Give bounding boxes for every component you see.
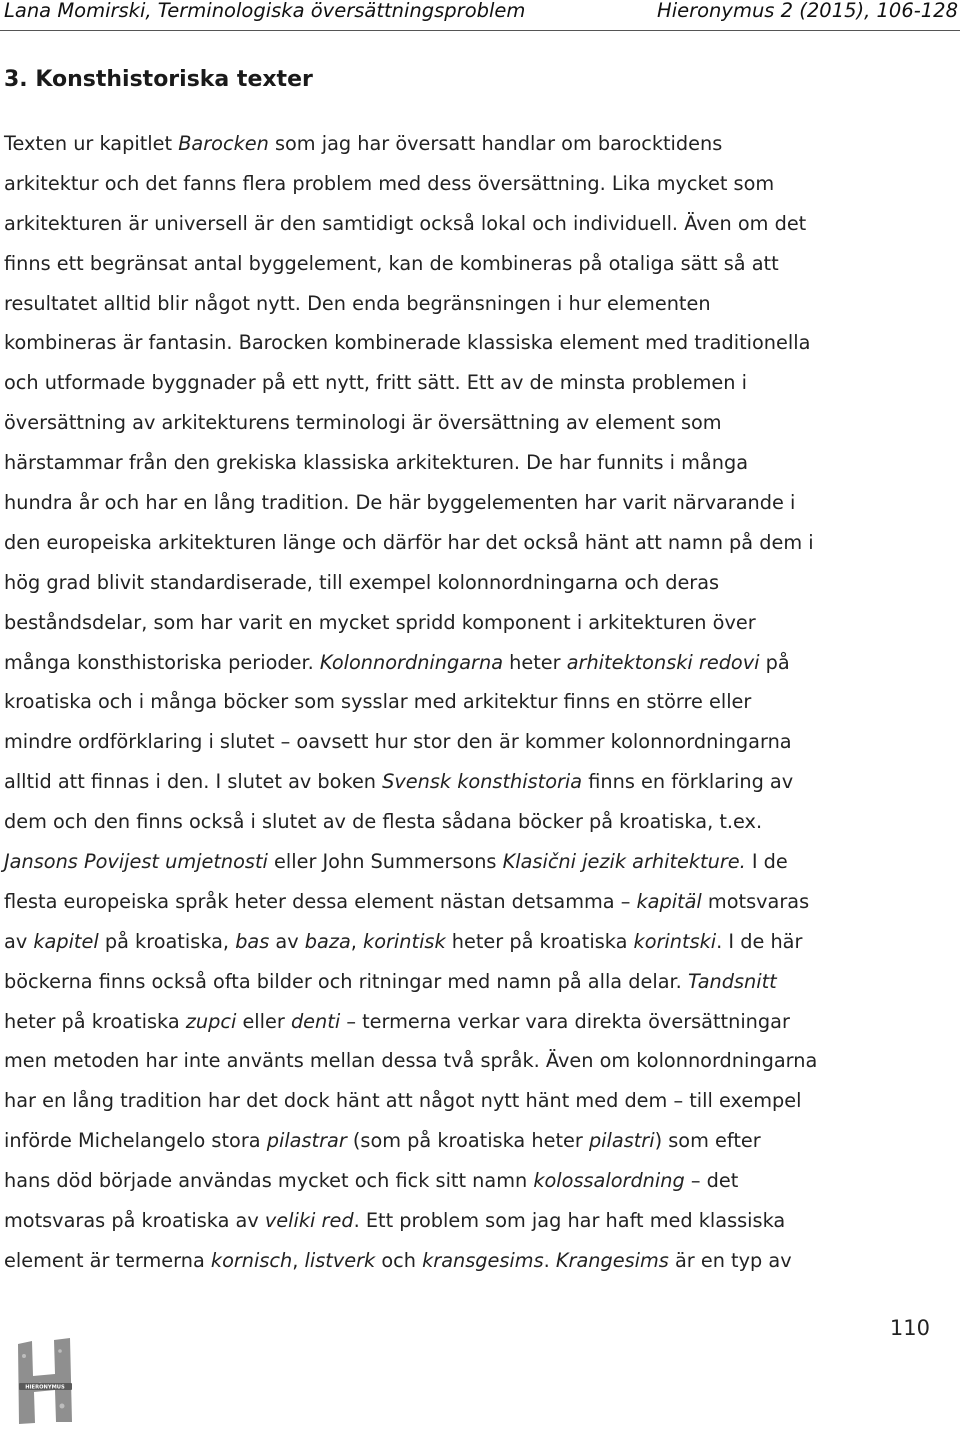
italic-term: kornisch (210, 1248, 293, 1272)
text-line (4, 1081, 958, 1121)
running-header (0, 0, 960, 30)
text-run: dem och den finns också i slutet av de flesta sådana böcker på kroatiska, t.ex. (4, 810, 763, 834)
text-run: har en lång tradition har det dock hänt att något nytt hänt med dem – till exempel (4, 1089, 802, 1113)
text-run: och (375, 1248, 423, 1272)
text-run: eller (236, 1009, 291, 1033)
text-run: arkitekturen är universell är den samtidigt också lokal och individuell. Även om det (4, 211, 807, 235)
italic-term: Tandsnitt (687, 969, 777, 993)
italic-term: denti (290, 1009, 341, 1033)
text-line (4, 1161, 958, 1201)
text-run: heter på kroatiska (445, 929, 634, 953)
text-run: på (759, 650, 790, 674)
text-run: kombineras är fantasin. Barocken kombinerade klassiska element med traditionella (4, 331, 811, 355)
italic-term: kransgesims (422, 1248, 544, 1272)
text-line (4, 842, 958, 882)
text-run: och utformade byggnader på ett nytt, fritt sätt. Ett av de minsta problemen i (4, 371, 747, 395)
text-run: men metoden har inte använts mellan dessa två språk. Även om kolonnordningarna (4, 1049, 818, 1073)
header-journal-citation: Hieronymus 2 (2015), 106-128 (657, 0, 958, 22)
text-run: alltid att finnas i den. I slutet av boken (4, 770, 383, 794)
text-line (4, 1002, 958, 1042)
text-run: hundra år och har en lång tradition. De här byggelementen har varit närvarande i (4, 491, 796, 515)
text-line (4, 443, 958, 483)
text-line (4, 323, 958, 363)
text-line (4, 762, 958, 802)
text-line (4, 603, 958, 643)
text-run: motsvaras (701, 889, 810, 913)
italic-term: kolossalordning (533, 1169, 685, 1193)
text-run: av (269, 929, 305, 953)
text-line (4, 124, 958, 164)
text-line (4, 722, 958, 762)
text-run: . (543, 1248, 556, 1272)
italic-term: pilastrar (266, 1129, 347, 1153)
italic-term: veliki red (264, 1209, 354, 1233)
text-run: heter på kroatiska (4, 1009, 186, 1033)
text-line (4, 164, 958, 204)
italic-term: pilastri (588, 1129, 655, 1153)
text-run: I de (745, 850, 788, 874)
text-line (4, 284, 958, 324)
italic-term: arhitektonski redovi (566, 650, 760, 674)
text-line (4, 483, 958, 523)
text-run: heter (503, 650, 567, 674)
text-run: – det (684, 1169, 739, 1193)
text-line (4, 962, 958, 1002)
text-run: den europeiska arkitekturen länge och därför har det också hänt att namn på dem i (4, 530, 814, 554)
italic-term: kapitel (33, 929, 99, 953)
text-line (4, 1241, 958, 1281)
text-run: översättning av arkitekturens terminologi är översättning av element som (4, 411, 722, 435)
text-run: eller John Summersons (267, 850, 503, 874)
italic-term: zupci (185, 1009, 237, 1033)
logo-wordmark: HIERONYMUS (25, 1384, 65, 1391)
text-run: som jag har översatt handlar om barocktidens (268, 132, 723, 155)
italic-term: listverk (304, 1248, 376, 1272)
text-run: hög grad blivit standardiserade, till exempel kolonnordningarna och deras (4, 570, 720, 594)
italic-term: korintisk (363, 929, 446, 953)
section-heading: 3. Konsthistoriska texter (4, 67, 313, 92)
text-run: , (350, 929, 364, 953)
text-run: av (4, 929, 34, 953)
text-line (4, 802, 958, 842)
text-run: finns en förklaring av (582, 770, 794, 794)
italic-term: baza (304, 929, 351, 953)
text-line (4, 523, 958, 563)
header-divider (0, 30, 960, 31)
text-run: . Ett problem som jag har haft med klassiska (353, 1209, 786, 1233)
text-run: hans död började användas mycket och fick sitt namn (4, 1169, 534, 1193)
text-run: mindre ordförklaring i slutet – oavsett hur stor den är kommer kolonnordningarna (4, 730, 792, 754)
text-run: (som på kroatiska heter (346, 1129, 589, 1153)
text-line (4, 244, 958, 284)
text-run: Texten ur kapitlet (4, 132, 179, 155)
text-run: motsvaras på kroatiska av (4, 1209, 265, 1233)
text-run: på kroatiska, (98, 929, 236, 953)
text-run: många konsthistoriska perioder. (4, 650, 320, 674)
italic-term: Jansons Povijest umjetnosti (4, 850, 268, 874)
italic-term: Svensk konsthistoria (382, 770, 583, 794)
italic-term: Barocken (178, 132, 269, 155)
text-run: – termerna verkar vara direkta översättningar (340, 1009, 790, 1033)
text-line (4, 1201, 958, 1241)
text-run: element är termerna (4, 1248, 211, 1272)
text-run: flesta europeiska språk heter dessa element nästan detsamma – (4, 889, 637, 913)
text-run: härstammar från den grekiska klassiska arkitekturen. De har funnits i många (4, 451, 749, 475)
italic-term: kapitäl (636, 889, 702, 913)
text-run: resultatet alltid blir något nytt. Den enda begränsningen i hur elementen (4, 291, 711, 315)
italic-term: Krangesims (555, 1248, 669, 1272)
text-run: finns ett begränsat antal byggelement, kan de kombineras på otaliga sätt så att (4, 251, 779, 275)
text-run: kroatiska och i många böcker som sysslar med arkitektur finns en större eller (4, 690, 752, 714)
text-run: , (292, 1248, 305, 1272)
hieronymus-h-logo-icon (10, 1336, 80, 1425)
italic-term: Klasični jezik arhitekture. (502, 850, 746, 874)
italic-term: bas (235, 929, 270, 953)
text-line (4, 1041, 958, 1081)
text-run: arkitektur och det fanns flera problem med dess översättning. Lika mycket som (4, 171, 775, 195)
italic-term: Kolonnordningarna (319, 650, 504, 674)
text-line (4, 922, 958, 962)
text-line (4, 403, 958, 443)
body-paragraph (4, 124, 958, 1281)
text-line (4, 1121, 958, 1161)
italic-term: korintski (633, 929, 717, 953)
text-line (4, 643, 958, 683)
text-line (4, 682, 958, 722)
text-line (4, 882, 958, 922)
text-run: . I de här (716, 929, 803, 953)
text-line (4, 363, 958, 403)
text-run: ) som efter (654, 1129, 761, 1153)
text-run: införde Michelangelo stora (4, 1129, 267, 1153)
text-line (4, 204, 958, 244)
text-line (4, 563, 958, 603)
text-run: är en typ av (668, 1248, 792, 1272)
page-number: 110 (889, 1316, 930, 1340)
header-author-title: Lana Momirski, Terminologiska översättningsproblem (4, 0, 526, 22)
text-run: böckerna finns också ofta bilder och ritningar med namn på alla delar. (4, 969, 688, 993)
text-run: beståndsdelar, som har varit en mycket spridd komponent i arkitekturen över (4, 610, 756, 634)
